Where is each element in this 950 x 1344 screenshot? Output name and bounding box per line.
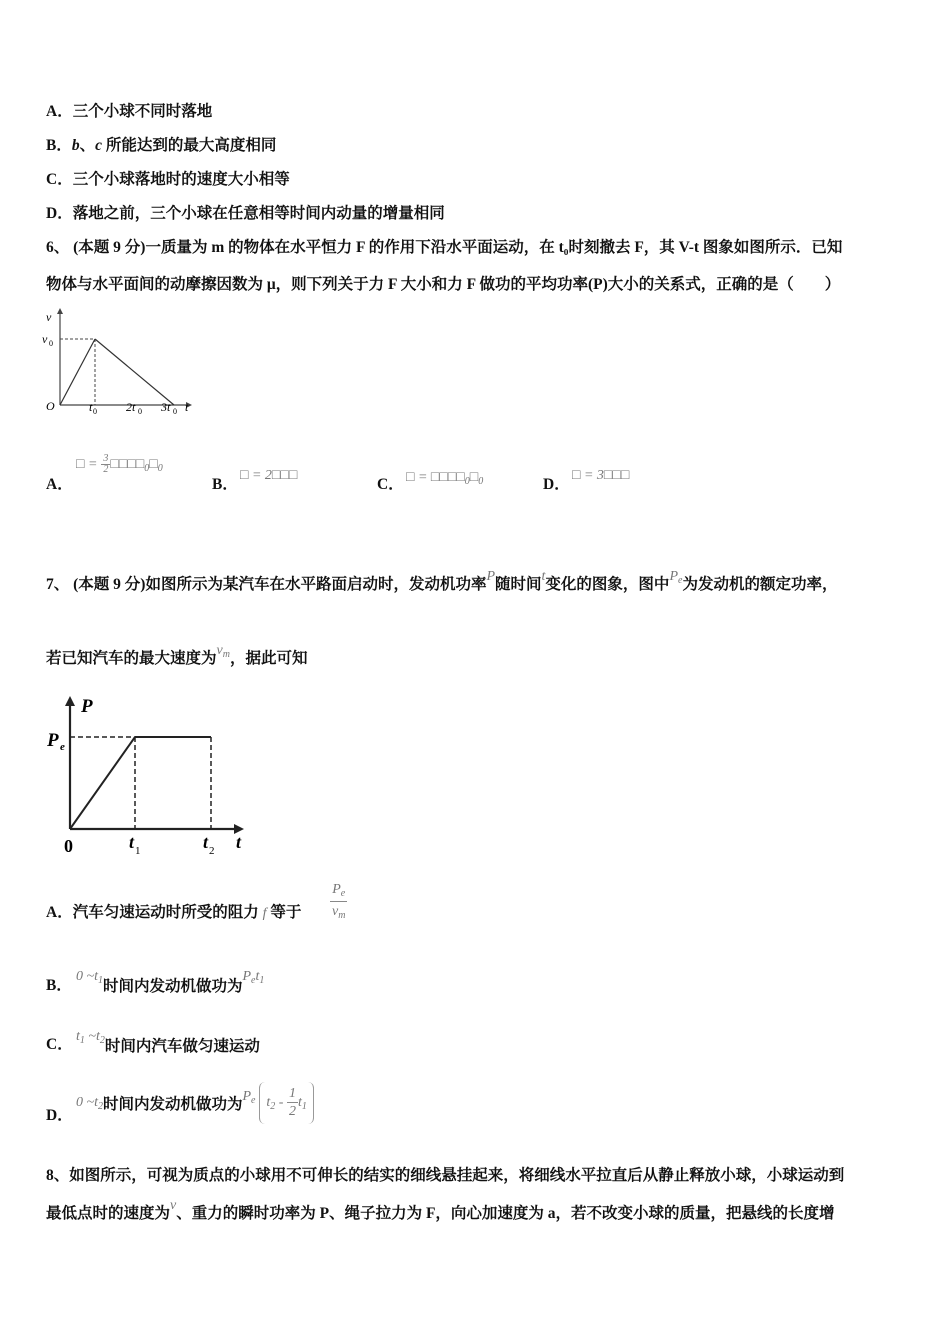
q6-option-c [377,474,404,496]
q6-option-a-frac-num: 3 [103,453,109,464]
q7-option-d-frac-den: 2 [288,1104,296,1120]
q7-option-d-range: 0 $\sim t_2$ [76,1095,103,1112]
q7-option-d-frac-num: 1 [288,1086,296,1102]
q7-graph-pe-label: P [47,730,59,751]
q7-graph-t1-label: t [129,832,135,852]
q6-vt-graph [40,305,200,420]
q7-option-d [46,1105,73,1127]
q5-option-a: A．三个小球不同时落地 [46,103,213,120]
q7-graph-t1-sub: 1 [135,845,141,857]
q6-option-d-expr: □ = 3□□□ [572,468,630,483]
q5-option-b-var-c: c [95,137,102,154]
q6-stem-line1: 6、 (本题 9 分)一质量为 m 的物体在水平恒力 F 的作用下沿水平面运动，在 t₀时刻撤去 F，其 V-t 图象如图所示．已知 [46,239,843,256]
q7-option-d-paren: $t_2$ - $\frac{1}{2}$ $t_1$ [259,1082,313,1124]
q7-option-c [46,1034,73,1056]
q6-option-b [212,474,238,496]
q7-option-a [46,902,301,925]
q7-stem-line2b: ，据此可知 [229,650,308,667]
q6-graph-v-label: v [46,310,52,324]
q7-graph-t-label: t [236,832,242,852]
q6-option-a-letter: A． [46,476,73,493]
q7-option-b [46,975,72,997]
q8-stem-line1: 8、如图所示，可视为质点的小球用不可伸长的结实的细线悬挂起来，将细线水平拉直后从静止释放小球，小球运动到 [46,1167,845,1184]
q6-option-c-sub1: 0 [464,476,470,487]
q7-option-d-body [76,1082,314,1124]
q6-option-d [543,474,570,496]
q7-option-a-num-sub: e [340,888,346,899]
q7-stem-part3: 变化的图象，图中 [545,576,670,593]
q8-var-v: v [170,1198,177,1213]
q5-option-d: D．落地之前，三个小球在任意相等时间内动量的增量相同 [46,205,445,222]
q7-pt-graph [44,690,254,860]
q7-var-p: P [486,569,496,584]
q7-option-b-expr: $P_et_1$ [242,969,265,986]
q6-option-c-box: □ [469,470,479,485]
q5-option-b-sep: 、 [79,137,96,154]
q6-graph-2t0-sub: 0 [138,407,142,416]
q7-stem-line2 [46,643,308,672]
q7-option-a-num: P [332,882,341,897]
q7-option-a-text1: 汽车匀速运动时所受的阻力 [72,904,259,921]
q6-option-d-letter: D． [543,476,570,493]
q7-stem-line2a: 若已知汽车的最大速度为 [46,650,217,667]
q7-option-b-range: 0 $\sim t_1$ [76,969,103,986]
q6-graph-t0-sub: 0 [93,407,97,416]
q7-option-a-f: f [262,906,267,921]
q8-stem-line2b: 、重力的瞬时功率为 P、绳子拉力为 F，向心加速度为 a，若不改变小球的质量，把悬线的长度增 [176,1205,835,1222]
q6-option-a-expr-right: □□□□ [110,457,145,473]
q5-option-b-var-b: b [71,137,80,154]
q7-option-a-den-sub: m [338,910,346,921]
q7-option-c-body [76,1026,260,1055]
q7-var-t: t [541,569,546,584]
q7-option-d-text: 时间内发动机做功为 [102,1096,243,1113]
q7-option-a-den: v [332,904,339,919]
q6-graph-3t0-label: 3t [161,400,171,414]
q6-option-a-box: □ [149,457,158,473]
q7-option-a-letter: A． [46,904,73,921]
q7-graph-p-label: P [81,696,93,717]
q6-option-c-sub2: 0 [478,476,484,487]
q6-option-c-expr-main: □ = □□□□ [406,470,465,485]
q6-option-a-expr [76,454,163,475]
q7-option-c-letter: C． [46,1036,73,1053]
q7-option-c-range: $t_1$ $\sim t_2$ [76,1029,105,1046]
q5-option-b-text: 所能达到的最大高度相同 [102,137,277,154]
q7-stem-part1: 7、 (本题 9 分)如图所示为某汽车在水平路面启动时，发动机功率 [46,576,487,593]
q6-option-a-expr-left: □ = [76,457,98,473]
q6-graph-o-label: O [46,399,55,413]
q7-option-b-letter: B． [46,977,72,994]
q6-option-a-sub1: 0 [144,463,150,475]
q6-option-a-frac-den: 2 [103,464,109,475]
q6-option-b-expr: □ = 2□□□ [240,468,298,483]
q7-stem-line1 [46,569,838,598]
q6-option-b-letter: B． [212,476,238,493]
q6-option-c-expr [406,468,483,486]
q7-stem-part4: 为发动机的额定功率， [682,576,838,593]
q6-graph-3t0-sub: 0 [173,407,177,416]
q6-graph-t-label: t [185,400,189,414]
q7-graph-t2-label: t [203,832,209,852]
q6-graph-2t0-label: 2t [126,400,136,414]
q6-option-a [46,474,73,496]
q7-var-pe: $P_e$ [669,569,683,586]
q5-option-b-letter: B． [46,137,72,154]
q6-graph-v0-sub: 0 [49,339,53,348]
q6-option-a-sub2: 0 [157,463,163,475]
q7-var-vm: $v_m$ [216,643,230,660]
q6-option-c-letter: C． [377,476,404,493]
q6-stem-line2: 物体与水平面间的动摩擦因数为 μ，则下列关于力 F 大小和力 F 做功的平均功率(P)大小的关系式，正确的是（ ） [46,276,841,293]
q7-graph-zero-label: 0 [64,836,73,856]
q7-option-a-text2: 等于 [270,904,302,921]
q6-graph-v0-label: v [42,332,48,346]
q7-graph-t2-sub: 2 [209,845,215,857]
q8-stem-line2 [46,1198,835,1226]
q7-option-d-letter: D． [46,1107,73,1124]
q5-option-b [46,135,276,157]
q7-option-c-text: 时间内汽车做匀速运动 [104,1038,260,1055]
q5-option-c: C．三个小球落地时的速度大小相等 [46,171,290,188]
q7-option-b-text: 时间内发动机做功为 [102,978,243,995]
q7-stem-part2: 随时间 [495,576,542,593]
q6-graph-t0-label: t [89,400,93,414]
q7-option-b-body [76,966,265,995]
q8-stem-line2a: 最低点时的速度为 [46,1205,171,1222]
q7-option-a-fraction [330,880,347,923]
q7-graph-pe-sub: e [60,741,65,753]
q7-option-d-pe: $P_e$ [242,1089,256,1106]
